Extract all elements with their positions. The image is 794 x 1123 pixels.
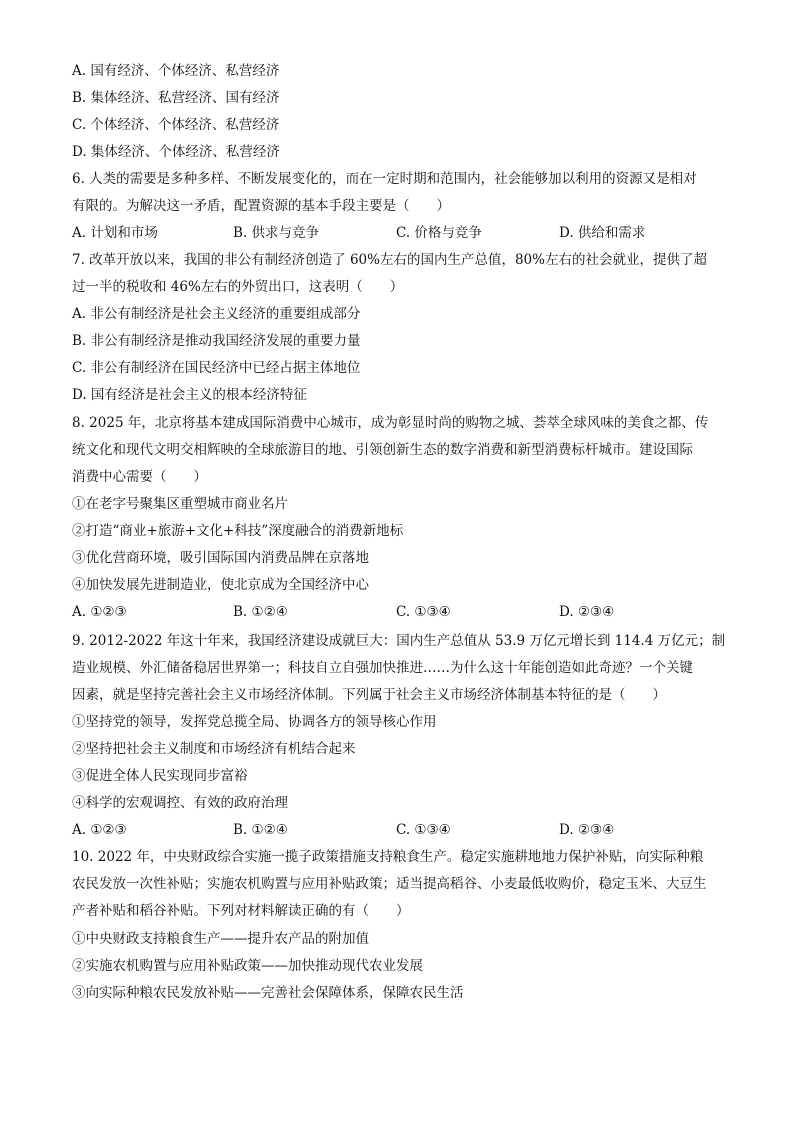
q8-option-b: B. ①②④: [233, 604, 288, 620]
q10-item-3: ③向实际种粮农民发放补贴——完善社会保障体系，保障农民生活: [72, 985, 464, 1001]
q6-option-d: D. 供给和需求: [559, 225, 646, 241]
q6-option-c: C. 价格与竞争: [396, 225, 482, 241]
q6-option-a: A. 计划和市场: [72, 225, 158, 241]
q8-stem-line-3: 消费中心需要（ ）: [72, 469, 207, 485]
q9-option-d: D. ②③④: [559, 822, 615, 838]
q9-item-4: ④科学的宏观调控、有效的政府治理: [72, 795, 288, 811]
q8-option-d: D. ②③④: [559, 604, 615, 620]
q9-item-3: ③促进全体人民实现同步富裕: [72, 768, 248, 784]
q8-option-a: A. ①②③: [72, 604, 127, 620]
q9-option-a: A. ①②③: [72, 822, 127, 838]
q8-item-2: ②打造“商业+旅游+文化+科技”深度融合的消费新地标: [72, 523, 404, 539]
q7-option-d: D. 国有经济是社会主义的根本经济特征: [72, 387, 307, 403]
q10-stem-line-2: 农民发放一次性补贴；实施农机购置与应用补贴政策；适当提高稻谷、小麦最低收购价，稳定玉米、大豆生: [72, 876, 707, 892]
q9-option-b: B. ①②④: [233, 822, 288, 838]
q9-item-1: ①坚持党的领导，发挥党总揽全局、协调各方的领导核心作用: [72, 714, 437, 730]
q7-option-b: B. 非公有制经济是推动我国经济发展的重要力量: [72, 333, 361, 349]
q8-item-4: ④加快发展先进制造业，使北京成为全国经济中心: [72, 577, 369, 593]
q6-stem-line-1: 6. 人类的需要是多种多样、不断发展变化的，而在一定时期和范围内，社会能够加以利用的资源又是相对: [72, 171, 697, 187]
q9-stem-line-3: 因素，就是坚持完善社会主义市场经济体制。下列属于社会主义市场经济体制基本特征的是（ ）: [72, 687, 666, 703]
q8-stem-line-2: 统文化和现代文明交相辉映的全球旅游目的地、引领创新生态的数字消费和新型消费标杆城市。建设国际: [72, 442, 693, 458]
q8-option-c: C. ①③④: [396, 604, 451, 620]
q8-stem-line-1: 8. 2025 年，北京将基本建成国际消费中心城市，成为彰显时尚的购物之城、荟萃全球风味的美食之都、传: [72, 415, 709, 431]
q8-item-1: ①在老字号聚集区重塑城市商业名片: [72, 496, 288, 512]
q10-stem-line-3: 产者补贴和稻谷补贴。下列对材料解读正确的有（ ）: [72, 903, 410, 919]
q7-option-a: A. 非公有制经济是社会主义经济的重要组成部分: [72, 306, 361, 322]
q9-stem-line-1: 9. 2012-2022 年这十年来，我国经济建设成就巨大：国内生产总值从 53.9 万亿元增长到 114.4 万亿元；制: [72, 633, 726, 649]
q5-option-a: A. 国有经济、个体经济、私营经济: [72, 63, 280, 79]
q10-item-1: ①中央财政支持粮食生产——提升农产品的附加值: [72, 931, 369, 947]
q6-stem-line-2: 有限的。为解决这一矛盾，配置资源的基本手段主要是（ ）: [72, 198, 450, 214]
q6-option-b: B. 供求与竞争: [233, 225, 320, 241]
q10-item-2: ②实施农机购置与应用补贴政策——加快推动现代农业发展: [72, 958, 423, 974]
q9-item-2: ②坚持把社会主义制度和市场经济有机结合起来: [72, 741, 356, 757]
q9-stem-line-2: 造业规模、外汇储备稳居世界第一；科技自立自强加快推进……为什么这十年能创造如此奇迹？一个关键: [72, 660, 693, 676]
q5-option-c: C. 个体经济、个体经济、私营经济: [72, 117, 280, 133]
q7-option-c: C. 非公有制经济在国民经济中已经占据主体地位: [72, 360, 361, 376]
q8-item-3: ③优化营商环境，吸引国际国内消费品牌在京落地: [72, 550, 369, 566]
q10-stem-line-1: 10. 2022 年，中央财政综合实施一揽子政策措施支持粮食生产。稳定实施耕地地力保护补贴，向实际种粮: [72, 849, 704, 865]
q5-option-d: D. 集体经济、个体经济、私营经济: [72, 144, 280, 160]
q7-stem-line-1: 7. 改革开放以来，我国的非公有制经济创造了 60%左右的国内生产总值，80%左右的社会就业，提供了超: [72, 252, 707, 268]
q7-stem-line-2: 过一半的税收和 46%左右的外贸出口，这表明（ ）: [72, 279, 404, 295]
q5-option-b: B. 集体经济、私营经济、国有经济: [72, 90, 280, 106]
q9-option-c: C. ①③④: [396, 822, 451, 838]
